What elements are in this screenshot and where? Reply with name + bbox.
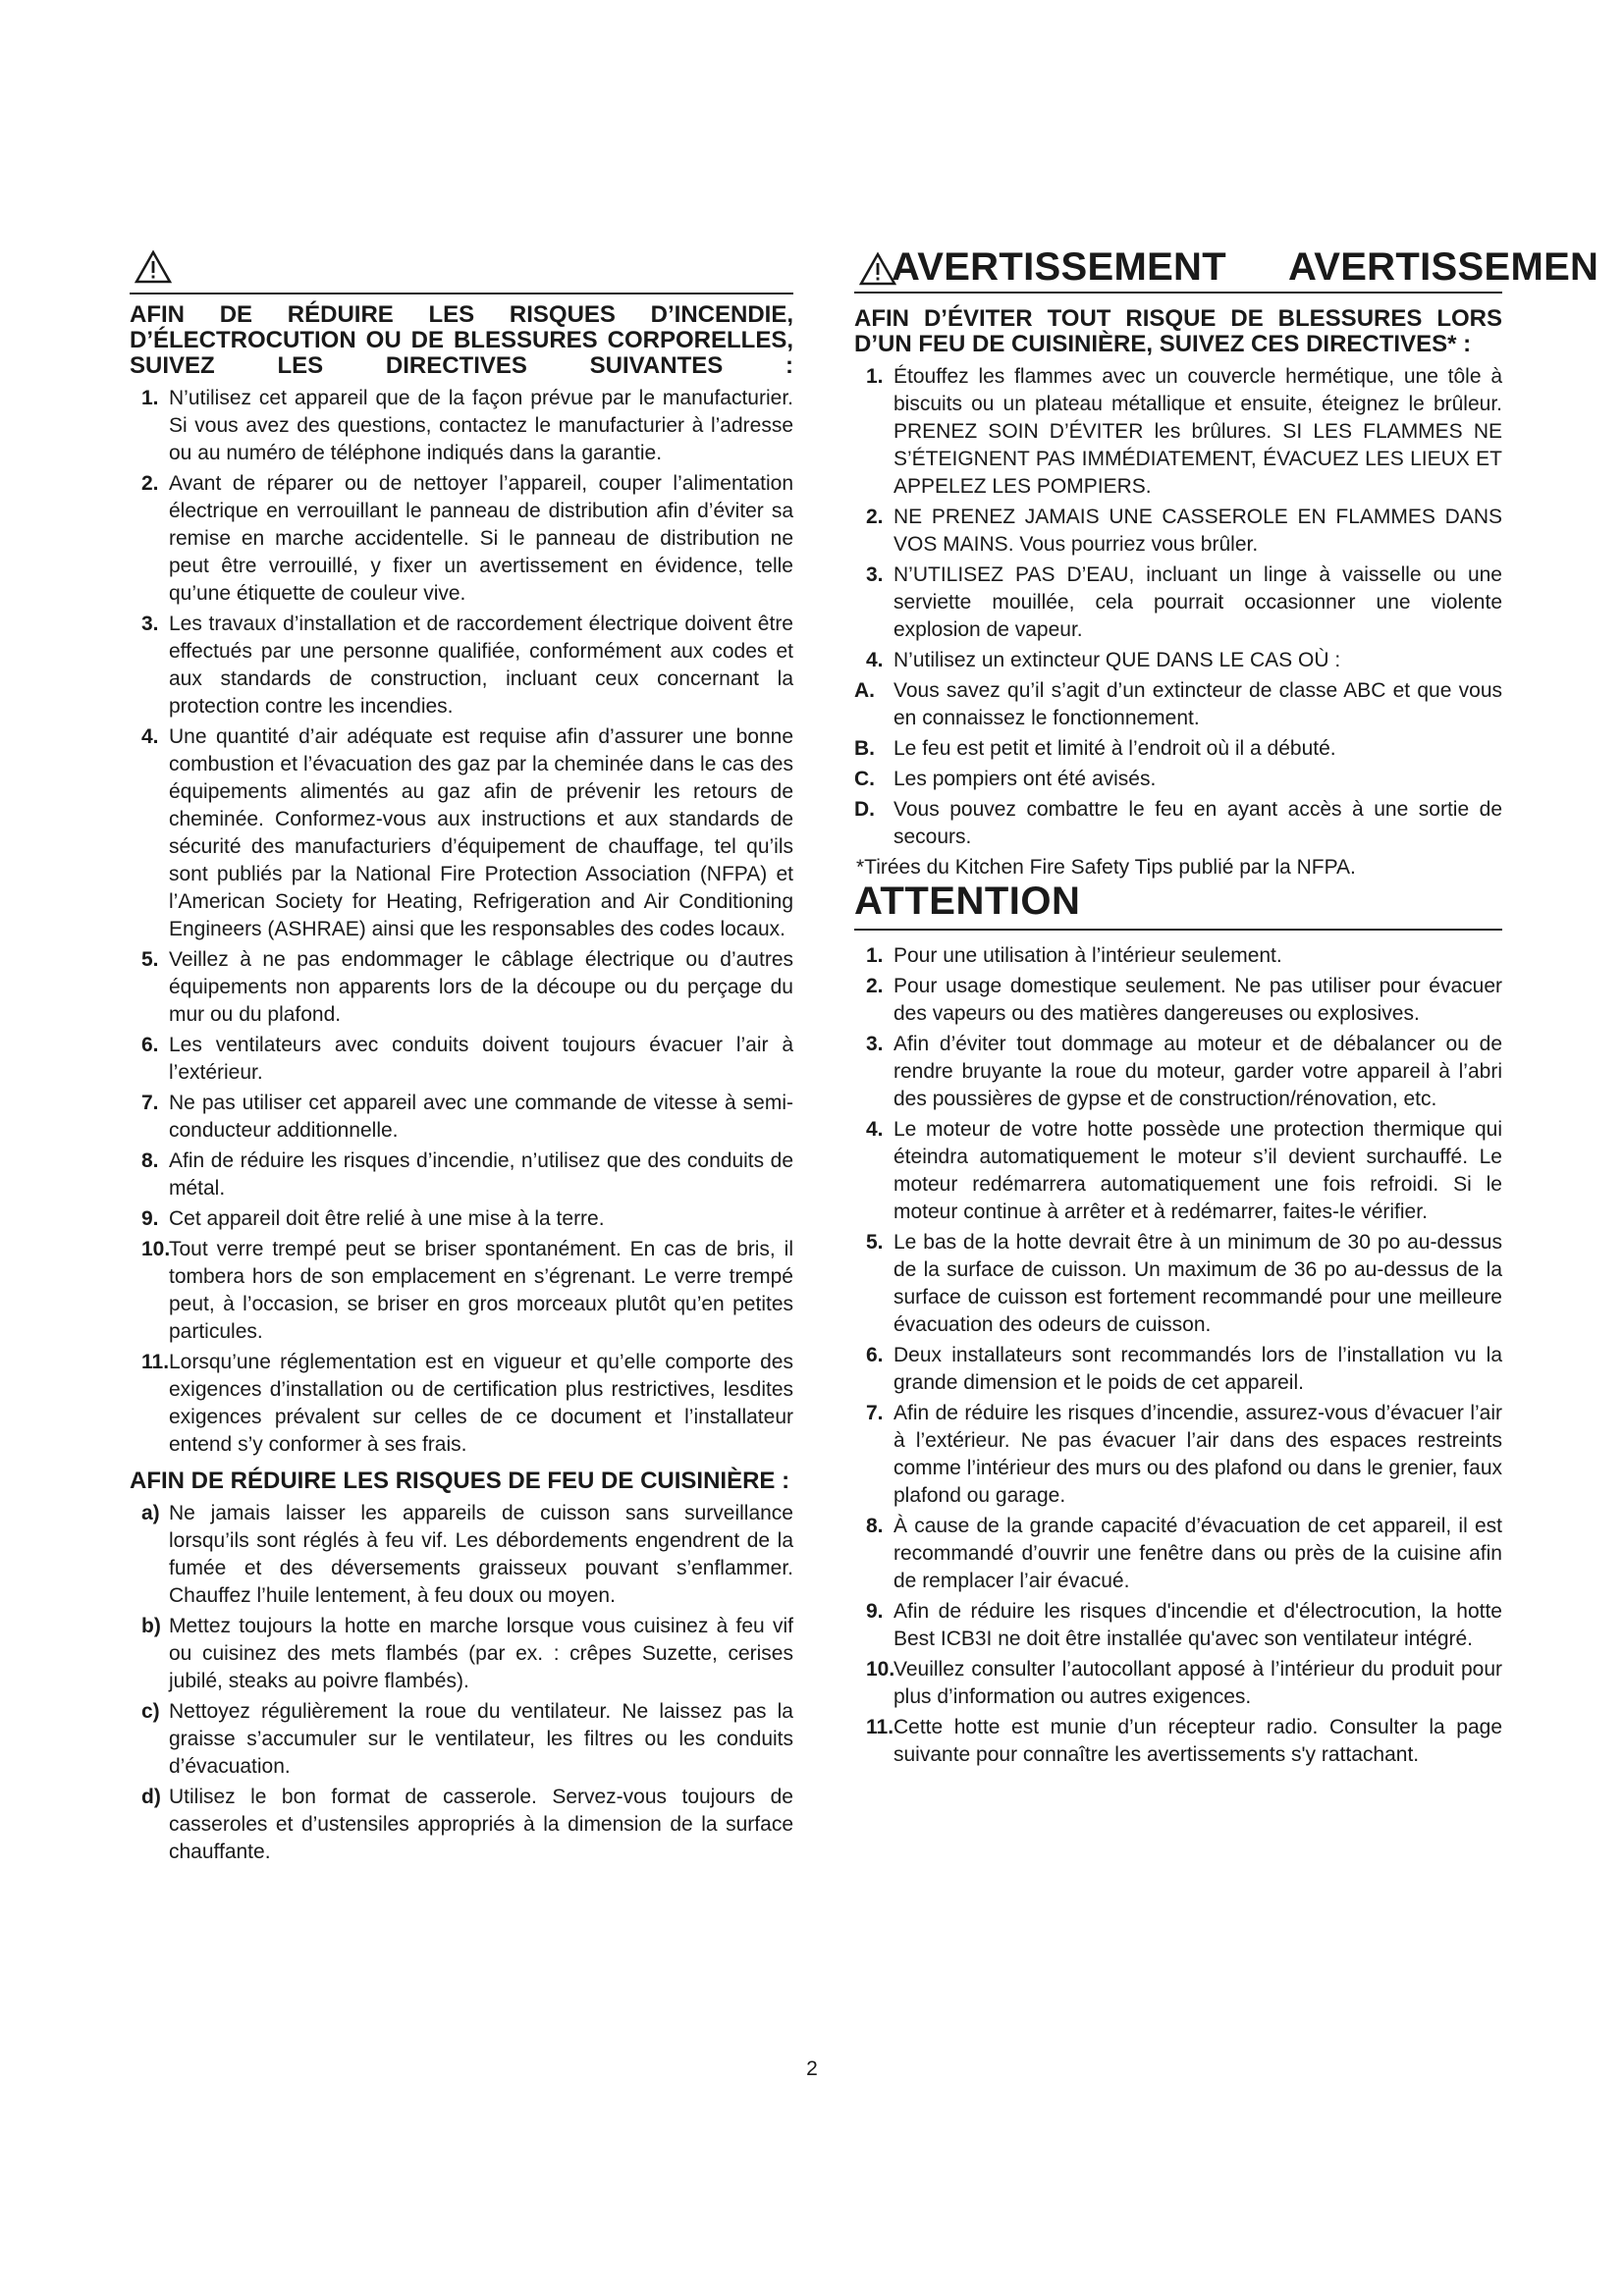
list-item	[854, 1714, 1502, 1769]
item-text: Pour usage domestique seulement. Ne pas utiliser pour évacuer des vapeurs ou des matières dangereuses ou explosives.	[893, 975, 1502, 1025]
item-number: B.	[854, 737, 875, 760]
list-item	[854, 942, 1502, 970]
left-directives-list	[130, 385, 793, 1459]
item-text: Les ventilateurs avec conduits doivent toujours évacuer l’air à l’extérieur.	[169, 1034, 793, 1084]
item-number: 1.	[866, 944, 884, 967]
left-cooktop-list	[130, 1500, 793, 1866]
list-item	[130, 611, 793, 721]
list-item	[854, 1513, 1502, 1595]
left-column	[130, 245, 793, 1869]
list-item	[854, 1656, 1502, 1711]
list-item	[130, 1500, 793, 1610]
item-number: 1.	[866, 365, 884, 388]
item-number: 6.	[141, 1034, 159, 1056]
item-number: D.	[854, 798, 875, 821]
extinguisher-conditions-list	[854, 677, 1502, 851]
right-column-top	[854, 300, 1502, 884]
item-number: 1.	[141, 387, 159, 409]
item-text: Avant de réparer ou de nettoyer l’appareil, couper l’alimentation électrique en verrouillant le panneau de distribution afin d’éviter sa remise en marche accidentelle. Si le panneau de distribution ne peut être verrouillé, y fixer un avertissement en évidence, telle qu’une étiquette de couleur vive.	[169, 472, 793, 605]
item-text: Le moteur de votre hotte possède une protection thermique qui éteindra automatiquement le moteur s’il devient surchauffé. Le moteur redémarrera automatiquement une fois refroidi. Si le moteur continue à arrêter et à redémarrer, faites-le vérifier.	[893, 1118, 1502, 1223]
list-item	[130, 1148, 793, 1202]
list-item	[854, 766, 1502, 793]
item-text: Afin de réduire les risques d’incendie, assurez-vous d’évacuer l’air à l’extérieur. Ne pas évacuer l’air dans des espaces restreints comme l’intérieur des murs ou des plafond ou dans le grenier, faux plafond ou garage.	[893, 1402, 1502, 1507]
item-number: 9.	[866, 1600, 884, 1623]
item-text: Cette hotte est munie d’un récepteur radio. Consulter la page suivante pour connaître les avertissements s'y rattachant.	[893, 1716, 1502, 1766]
item-number: 4.	[866, 649, 884, 671]
list-item	[130, 1236, 793, 1346]
right-directives-list	[854, 363, 1502, 674]
left-warning-header	[130, 245, 793, 294]
right-heading-kitchen-fire: AFIN D’ÉVITER TOUT RISQUE DE BLESSURES LORS D’UN FEU DE CUISINIÈRE, SUIVEZ CES DIRECTIVES* :	[854, 305, 1502, 357]
item-number: 4.	[141, 725, 159, 748]
item-text: Une quantité d’air adéquate est requise afin d’assurer une bonne combustion et l’évacuation des gaz par la cheminée dans le cas des équipements alimentés au gaz afin de prévenir les retours de cheminée. Conformez-vous aux instructions et aux standards de sécurité des manufacturiers d’équipement de chauffage, tel qu’ils sont publiés par la National Fire Protection Association (NFPA) et l’American Society for Heating, Refrigeration and Air Conditioning Engineers (ASHRAE) ainsi que les responsables des codes locaux.	[169, 725, 793, 940]
item-text: Les pompiers ont été avisés.	[893, 768, 1157, 790]
item-number: 5.	[141, 948, 159, 971]
item-text: Ne jamais laisser les appareils de cuisson sans surveillance lorsqu’ils sont réglés à feu vif. Les débordements engendrent de la fumée et des déversements graisseux pouvant s’enflammer. Chauffez l’huile lentement, à feu doux ou moyen.	[169, 1502, 793, 1607]
list-item	[130, 1032, 793, 1087]
item-number: 9.	[141, 1207, 159, 1230]
item-text: Afin d’éviter tout dommage au moteur et de débalancer ou de rendre bruyante la roue du moteur, garder votre appareil à l’abri des poussières de gypse et de construction/rénovation, etc.	[893, 1033, 1502, 1110]
item-text: Afin de réduire les risques d'incendie et d'électrocution, la hotte Best ICB3I ne doit être installée qu'avec son ventilateur intégré.	[893, 1600, 1502, 1650]
list-item	[854, 1229, 1502, 1339]
item-number: 4.	[866, 1118, 884, 1141]
item-text: Veuillez consulter l’autocollant apposé à l’intérieur du produit pour plus d’information ou autres exigences.	[893, 1658, 1502, 1708]
item-number: 2.	[866, 506, 884, 528]
page-number: 2	[806, 2057, 818, 2080]
item-text: Pour une utilisation à l’intérieur seulement.	[893, 944, 1282, 967]
list-item	[130, 723, 793, 943]
item-number: 5.	[866, 1231, 884, 1254]
list-item	[130, 946, 793, 1029]
item-number: 11.	[866, 1716, 894, 1738]
list-item	[854, 735, 1502, 763]
item-number: C.	[854, 768, 875, 790]
right-warning-header	[854, 245, 1624, 293]
attention-title: ATTENTION	[854, 880, 1502, 931]
item-text: Vous pouvez combattre le feu en ayant accès à une sortie de secours.	[893, 798, 1502, 848]
list-item	[130, 385, 793, 467]
item-number: 8.	[866, 1515, 884, 1537]
list-item	[854, 1116, 1502, 1226]
left-heading-cooktop-fire: AFIN DE RÉDUIRE LES RISQUES DE FEU DE CUISINIÈRE :	[130, 1468, 790, 1494]
item-text: Tout verre trempé peut se briser spontanément. En cas de bris, il tombera hors de son emplacement en s’égrenant. Le verre trempé peut, à l’occasion, se briser en gros morceaux plutôt qu’en petites particules.	[169, 1238, 793, 1343]
list-item	[854, 363, 1502, 501]
item-text: Les travaux d’installation et de raccordement électrique doivent être effectués par une personne qualifiée, conformément aux codes et aux standards de construction, incluant ceux concernant la protection contre les incendies.	[169, 613, 793, 718]
list-item	[854, 1342, 1502, 1397]
list-item	[854, 1031, 1502, 1113]
item-number: 7.	[141, 1092, 159, 1114]
attention-list	[854, 942, 1502, 1769]
list-item	[130, 1349, 793, 1459]
item-text: Mettez toujours la hotte en marche lorsque vous cuisinez à feu vif ou cuisinez des mets flambés (par ex. : crêpes Suzette, cerises jubilé, steaks au poivre flambés).	[169, 1615, 793, 1692]
item-number: 10.	[866, 1658, 895, 1681]
item-text: Deux installateurs sont recommandés lors de l’installation vu la grande dimension et le poids de cet appareil.	[893, 1344, 1502, 1394]
list-item	[854, 1598, 1502, 1653]
item-number: d)	[141, 1786, 161, 1808]
list-item	[130, 1784, 793, 1866]
item-text: Étouffez les flammes avec un couvercle hermétique, une tôle à biscuits ou un plateau métallique et ensuite, éteignez le brûleur. PRENEZ SOIN D’ÉVITER les brûlures. SI LES FLAMMES NE S’ÉTEIGNENT PAS IMMÉDIATEMENT, ÉVACUEZ LES LIEUX ET APPELEZ LES POMPIERS.	[893, 365, 1502, 498]
right-column-attention	[854, 880, 1502, 1772]
list-item	[854, 561, 1502, 644]
list-item	[854, 677, 1502, 732]
item-text: Afin de réduire les risques d’incendie, n’utilisez que des conduits de métal.	[169, 1149, 793, 1200]
item-number: c)	[141, 1700, 160, 1723]
item-text: Vous savez qu’il s’agit d’un extincteur de classe ABC et que vous en connaissez le fonctionnement.	[893, 679, 1502, 729]
item-number: 10.	[141, 1238, 171, 1260]
item-text: Cet appareil doit être relié à une mise à la terre.	[169, 1207, 605, 1230]
list-item	[854, 504, 1502, 559]
item-text: Le feu est petit et limité à l’endroit où il a débuté.	[893, 737, 1336, 760]
item-text: Nettoyez régulièrement la roue du ventilateur. Ne laissez pas la graisse s’accumuler sur le ventilateur, les filtres ou les conduits d’évacuation.	[169, 1700, 793, 1778]
item-number: 11.	[141, 1351, 170, 1373]
warning-title-repeat: AVERTISSEMEN	[1288, 245, 1599, 289]
item-number: 8.	[141, 1149, 159, 1172]
item-number: 2.	[141, 472, 159, 495]
item-number: 3.	[866, 1033, 884, 1055]
item-number: 7.	[866, 1402, 884, 1424]
item-text: N’UTILISEZ PAS D’EAU, incluant un linge à vaisselle ou une serviette mouillée, cela pourrait occasionner une violente explosion de vapeur.	[893, 563, 1502, 641]
list-item	[130, 1613, 793, 1695]
list-item	[854, 796, 1502, 851]
item-text: Ne pas utiliser cet appareil avec une commande de vitesse à semi-conducteur additionnelle.	[169, 1092, 793, 1142]
item-number: 3.	[866, 563, 884, 586]
item-number: 6.	[866, 1344, 884, 1366]
item-number: 2.	[866, 975, 884, 997]
right-header-rule	[854, 292, 1502, 294]
list-item	[130, 470, 793, 608]
warning-title: AVERTISSEMENT	[892, 245, 1226, 289]
list-item	[854, 647, 1502, 674]
item-text: N’utilisez cet appareil que de la façon prévue par le manufacturier. Si vous avez des questions, contactez le manufacturier à l’adresse ou au numéro de téléphone indiqués dans la garantie.	[169, 387, 793, 464]
item-number: a)	[141, 1502, 160, 1524]
item-text: Le bas de la hotte devrait être à un minimum de 30 po au-dessus de la surface de cuisson. Un maximum de 36 po au-dessus de la surface de cuisson est fortement recommandé pour une meilleure évacuation des odeurs de cuisson.	[893, 1231, 1502, 1336]
list-item	[130, 1205, 793, 1233]
list-item	[130, 1698, 793, 1781]
footnote: *Tirées du Kitchen Fire Safety Tips publié par la NFPA.	[856, 856, 1356, 879]
item-text: Lorsqu’une réglementation est en vigueur et qu’elle comporte des exigences d’installation ou de certification plus restrictives, lesdites exigences prévalent sur celles de ce document et l’installateur entend s’y conformer à ses frais.	[169, 1351, 793, 1456]
item-text: N’utilisez un extincteur QUE DANS LE CAS OÙ :	[893, 649, 1341, 671]
list-item	[130, 1090, 793, 1145]
list-item	[854, 1400, 1502, 1510]
item-number: b)	[141, 1615, 161, 1637]
list-item	[854, 973, 1502, 1028]
item-text: Veillez à ne pas endommager le câblage électrique ou d’autres équipements non apparents lors de la découpe ou du perçage du mur ou du plafond.	[169, 948, 793, 1026]
item-number: A.	[854, 679, 875, 702]
left-heading-fire-electrocution: AFIN DE RÉDUIRE LES RISQUES D’INCENDIE, D’ÉLECTROCUTION OU DE BLESSURES CORPORELLES, SUIVEZ LES DIRECTIVES SUIVANTES :	[130, 301, 793, 379]
item-text: Utilisez le bon format de casserole. Servez-vous toujours de casseroles et d’ustensiles appropriés à la dimension de la surface chauffante.	[169, 1786, 793, 1863]
item-text: À cause de la grande capacité d’évacuation de cet appareil, il est recommandé d’ouvrir une fenêtre dans ou près de la cuisine afin de remplacer l’air évacué.	[893, 1515, 1502, 1592]
warning-triangle-icon	[134, 249, 173, 285]
item-text: NE PRENEZ JAMAIS UNE CASSEROLE EN FLAMMES DANS VOS MAINS. Vous pourriez vous brûler.	[893, 506, 1502, 556]
item-number: 3.	[141, 613, 159, 635]
